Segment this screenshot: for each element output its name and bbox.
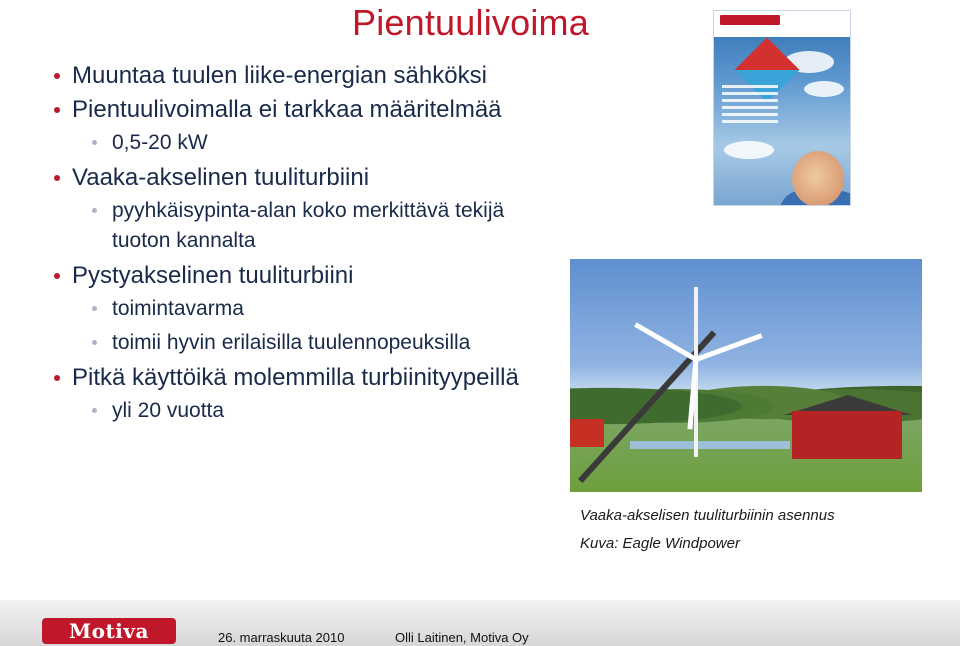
crane-truck: [570, 419, 604, 447]
bullet-item: Muuntaa tuulen liike-energian sähköksi: [50, 60, 550, 92]
bullet-item: Pientuulivoimalla ei tarkkaa määritelmää: [50, 94, 550, 126]
bullet-item: Pitkä käyttöikä molemmilla turbiinityypeillä: [50, 362, 550, 394]
bullet-item: Vaaka-akselinen tuuliturbiini: [50, 162, 550, 194]
bullet-list: [50, 60, 550, 430]
turbine-blade: [634, 322, 697, 361]
motiva-logo: Motiva: [42, 618, 176, 644]
footer-date: 26. marraskuuta 2010: [218, 630, 345, 645]
booklet-cover-title-logo: [720, 15, 780, 25]
footer-author: Olli Laitinen, Motiva Oy: [395, 630, 529, 645]
sub-bullet-item: pyyhkäisypinta-alan koko merkittävä tekijä tuoton kannalta: [50, 196, 550, 256]
sub-bullet-item: toimintavarma: [50, 294, 550, 324]
sub-bullet-item: toimii hyvin erilaisilla tuulennopeuksilla: [50, 328, 550, 358]
cloud-shape: [804, 81, 844, 97]
bullet-item: Pystyakselinen tuuliturbiini: [50, 260, 550, 292]
cloud-shape: [724, 141, 774, 159]
booklet-text-lines: [722, 85, 778, 127]
lake-shape: [630, 441, 790, 449]
photo-caption: Vaaka-akselisen tuuliturbiinin asennus: [580, 507, 835, 524]
sub-bullet-item: 0,5-20 kW: [50, 128, 550, 158]
wind-turbine-photo: [570, 259, 922, 492]
photo-credit: Kuva: Eagle Windpower: [580, 535, 740, 552]
boy-face-shape: [792, 151, 844, 206]
slide-footer: [0, 600, 960, 646]
slide-title: Pientuulivoima: [352, 2, 589, 43]
red-house: [792, 411, 902, 459]
booklet-cover-image: [713, 10, 851, 206]
sub-bullet-item: yli 20 vuotta: [50, 396, 550, 426]
